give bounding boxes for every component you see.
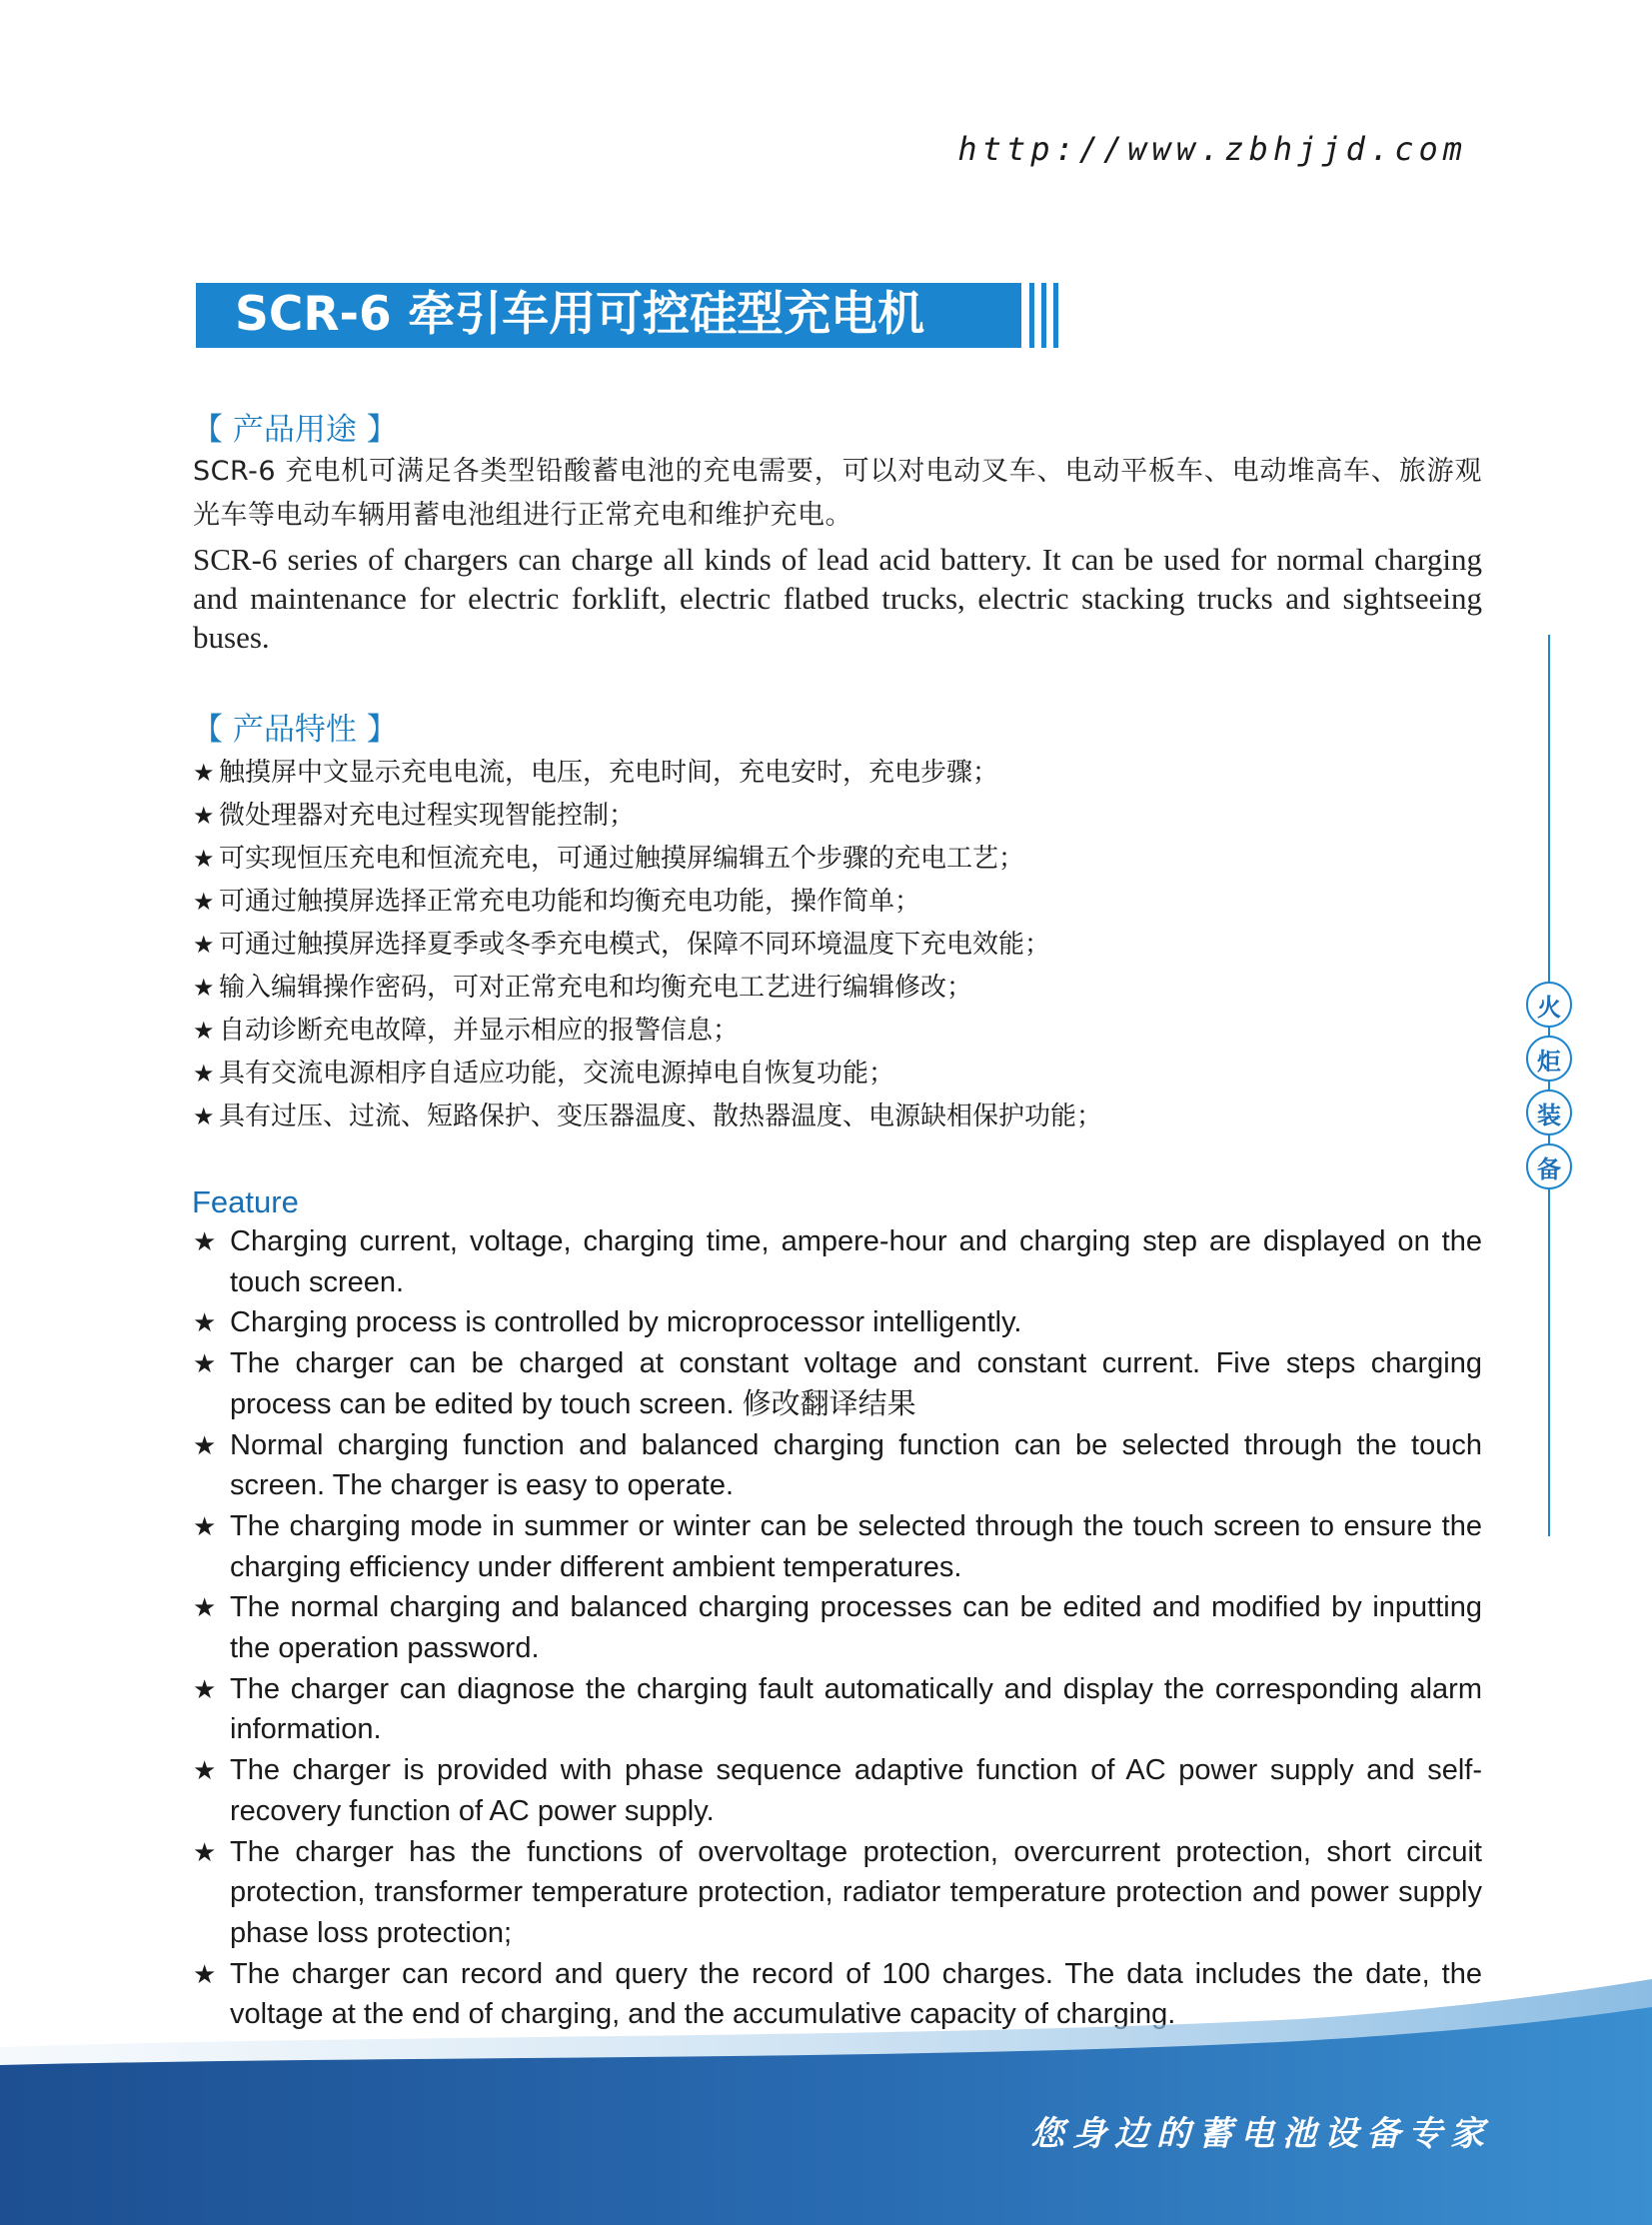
feature-en-text: The charger has the functions of overvoltage protection, overcurrent protection, short circuit protection, transformer temperature protection, radiator temperature protection and power supply phase loss protection; [230,1835,1482,1949]
feature-en-text: The charger is provided with phase sequence adaptive function of AC power supply and self-recovery function of AC power supply. [230,1754,1482,1827]
feature-en-text: Charging current, voltage, charging time, ampere-hour and charging step are displayed on the touch screen. [230,1225,1482,1298]
list-item [193,1302,1482,1343]
list-item [193,1506,1482,1587]
list-item [193,752,1492,795]
usage-cn-text: SCR-6 充电机可满足各类型铅酸蓄电池的充电需要，可以对电动叉车、电动平板车、电动堆高车、旅游观光车等电动车辆用蓄电池组进行正常充电和维护充电。 [193,456,1482,531]
side-tab-char: 装 [1526,1090,1572,1135]
star-icon: ★ [193,1755,217,1786]
star-icon: ★ [193,1510,217,1541]
feature-en-text: The charger can diagnose the charging fault automatically and display the corresponding alarm information. [230,1672,1482,1746]
feature-en-text: Charging process is controlled by microprocessor intelligently. [230,1306,1022,1339]
star-icon: ★ [193,1103,215,1130]
side-tab-char: 备 [1526,1143,1572,1189]
usage-en-text: SCR-6 series of chargers can charge all kinds of lead acid battery. It can be used for normal charging and maintenance for electric forklift, electric flatbed trucks, electric stacking trucks and sightseeing buses. [193,542,1482,655]
star-icon: ★ [193,759,215,787]
feature-cn-text: 可实现恒压充电和恒流充电，可通过触摸屏编辑五个步骤的充电工艺； [219,844,1025,874]
feature-cn-text: 触摸屏中文显示充电电流，电压，充电时间，充电安时，充电步骤； [219,758,999,788]
star-icon: ★ [193,931,215,959]
feature-en-text: The normal charging and balanced charging processes can be edited and modified by inputting the operation password. [230,1591,1482,1665]
title-stripe [1029,283,1034,348]
feature-cn-text: 微处理器对充电过程实现智能控制； [219,801,636,831]
page-title: SCR-6 牵引车用可控硅型充电机 [235,287,925,342]
list-item [193,967,1492,1010]
list-item [193,1010,1492,1053]
title-stripe [1041,283,1046,348]
star-icon: ★ [193,1958,217,1989]
feature-cn-text: 具有过压、过流、短路保护、变压器温度、散热器温度、电源缺相保护功能； [219,1102,1103,1131]
star-icon: ★ [193,1226,217,1256]
feature-cn-text: 可通过触摸屏选择夏季或冬季充电模式，保障不同环境温度下充电效能； [219,930,1051,960]
list-item [193,1669,1482,1750]
feature-en-text: The charging mode in summer or winter can be selected through the touch screen to ensure the charging efficiency under different ambient temperatures. [230,1509,1482,1583]
star-icon: ★ [193,1348,217,1379]
features-cn-heading: 【 产品特性 】 [192,712,398,748]
features-cn-list [193,752,1492,1138]
list-item [193,881,1492,924]
star-icon: ★ [193,1017,215,1045]
list-item [193,1832,1482,1954]
star-icon: ★ [193,1592,217,1623]
title-stripe [1053,283,1058,348]
feature-cn-text: 自动诊断充电故障，并显示相应的报警信息； [219,1016,740,1046]
list-item [193,1096,1492,1138]
list-item [193,1343,1482,1424]
feature-en-text: The charger can record and query the record of 100 charges. The data includes the date, the voltage at the end of charging, and the accumulative capacity of charging. [230,1957,1482,2031]
list-item [193,838,1492,881]
star-icon: ★ [193,1060,215,1088]
star-icon: ★ [193,1307,217,1338]
feature-cn-text: 具有交流电源相序自适应功能，交流电源掉电自恢复功能； [219,1059,895,1089]
usage-heading: 【 产品用途 】 [192,412,398,448]
feature-cn-text: 可通过触摸屏选择正常充电功能和均衡充电功能，操作简单； [219,887,921,917]
list-item [193,924,1492,967]
list-item [193,1221,1482,1302]
feature-en-text: The charger can be charged at constant voltage and constant current. Five steps charging process can be edited by touch screen. 修改翻译结果 [230,1347,1482,1420]
side-tab-char: 炬 [1526,1036,1572,1082]
feature-cn-text: 输入编辑操作密码，可对正常充电和均衡充电工艺进行编辑修改； [219,973,973,1003]
footer-wave [0,1979,1652,2225]
side-divider-line [1548,635,1550,1536]
features-en-heading: Feature [192,1184,299,1219]
footer-slogan: 您身边的蓄电池设备专家 [1030,2114,1492,2154]
list-item [193,1053,1492,1096]
list-item [193,1587,1482,1668]
list-item [193,795,1492,838]
star-icon: ★ [193,1673,217,1704]
feature-en-text: Normal charging function and balanced charging function can be selected through the touch screen. The charger is easy to operate. [230,1428,1482,1502]
star-icon: ★ [193,888,215,916]
star-icon: ★ [193,802,215,830]
side-tab-char: 火 [1526,982,1572,1028]
features-en-list [193,1221,1482,2035]
star-icon: ★ [193,1429,217,1460]
website-url: http://www.zbhjjd.com [957,130,1467,168]
list-item [193,1750,1482,1831]
star-icon: ★ [193,1836,217,1867]
star-icon: ★ [193,974,215,1002]
star-icon: ★ [193,845,215,873]
list-item [193,1425,1482,1506]
